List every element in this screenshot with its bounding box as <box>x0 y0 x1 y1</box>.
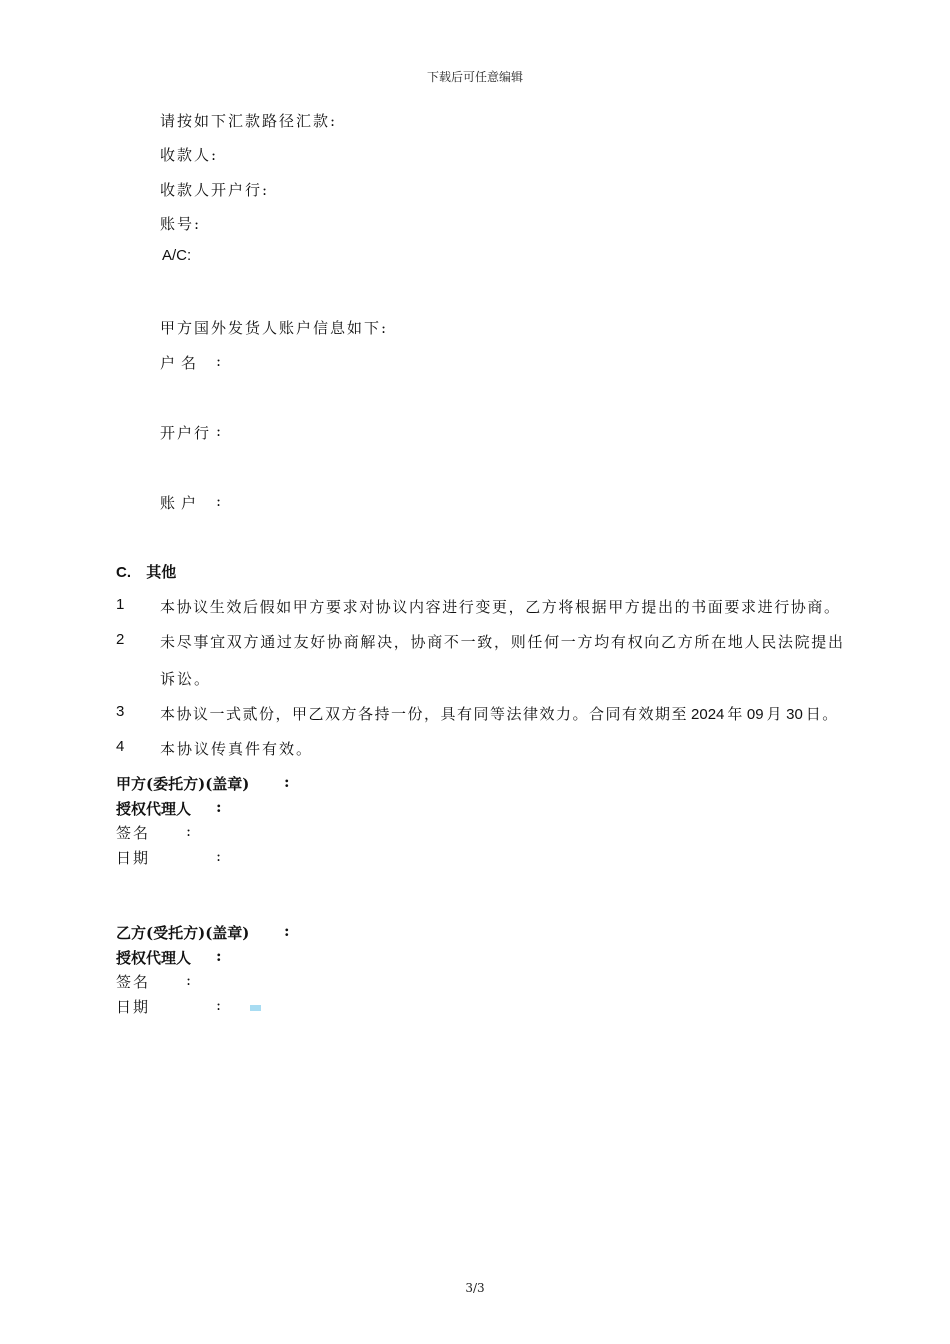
item-4-number: 4 <box>116 738 125 755</box>
shipper-account-colon: : <box>216 492 224 510</box>
item-2-number: 2 <box>116 631 125 648</box>
item-3-day: 30 <box>786 706 803 723</box>
payee-bank-label: 收款人开户行: <box>160 181 270 199</box>
item-1-text: 本协议生效后假如甲方要求对协议内容进行变更，乙方将根据甲方提出的书面要求进行协商。 <box>160 598 841 616</box>
party-a-title: 甲方(委托方)(盖章) <box>116 775 250 793</box>
party-b-title-colon: : <box>284 922 290 940</box>
ac-label: A/C: <box>162 247 192 264</box>
party-b-date: 日期 <box>116 998 151 1016</box>
page-number: 3/3 <box>465 1281 485 1295</box>
payee-label: 收款人: <box>160 146 219 164</box>
shipper-name-label: 户名 <box>160 354 203 372</box>
item-3-month: 09 <box>746 706 764 723</box>
party-a-sign-colon: : <box>186 822 192 840</box>
account-number-label: 账号: <box>160 215 202 233</box>
party-a-agent-colon: : <box>216 798 222 816</box>
party-a-title-colon: : <box>284 773 290 791</box>
party-b-agent-colon: : <box>216 947 222 965</box>
party-b-sign-colon: : <box>186 971 192 989</box>
party-b-title: 乙方(受托方)(盖章) <box>116 924 250 942</box>
item-2-continuation: 诉讼。 <box>160 670 212 688</box>
item-3-number: 3 <box>116 703 125 720</box>
item-3-year: 2024 <box>691 706 725 723</box>
party-a-agent: 授权代理人 <box>116 800 192 818</box>
shipper-intro: 甲方国外发货人账户信息如下: <box>160 319 389 337</box>
section-c-title: 其他 <box>146 563 177 581</box>
party-b-agent: 授权代理人 <box>116 949 192 967</box>
party-b-date-colon: : <box>216 996 222 1014</box>
party-a-date: 日期 <box>116 849 151 867</box>
shipper-account-label: 账户 <box>160 494 203 512</box>
item-3-text <box>160 703 839 724</box>
shipper-bank-colon: : <box>216 422 224 440</box>
party-a-sign: 签名 <box>116 824 151 842</box>
item-4-text: 本协议传真件有效。 <box>160 740 314 758</box>
item-2-text: 未尽事宜双方通过友好协商解决，协商不一致，则任何一方均有权向乙方所在地人民法院提出 <box>160 633 845 651</box>
party-b-sign: 签名 <box>116 973 151 991</box>
page-header-note: 下载后可任意编辑 <box>426 70 523 84</box>
section-c-letter: C. <box>116 564 131 581</box>
party-a-date-colon: : <box>216 847 222 865</box>
item-3-text-main: 本协议一式贰份，甲乙双方各持一份，具有同等法律效力。合同有效期至 <box>160 705 689 723</box>
remittance-intro: 请按如下汇款路径汇款: <box>160 112 338 130</box>
item-3-day-unit: 日。 <box>805 705 839 723</box>
shipper-bank-label: 开户行 <box>160 424 212 442</box>
section-c-heading <box>116 561 176 582</box>
item-3-month-unit: 月 <box>766 705 784 723</box>
shipper-name-colon: : <box>216 352 224 370</box>
highlight-marker <box>250 1005 261 1011</box>
item-1-number: 1 <box>116 596 125 613</box>
item-3-year-unit: 年 <box>727 705 744 723</box>
